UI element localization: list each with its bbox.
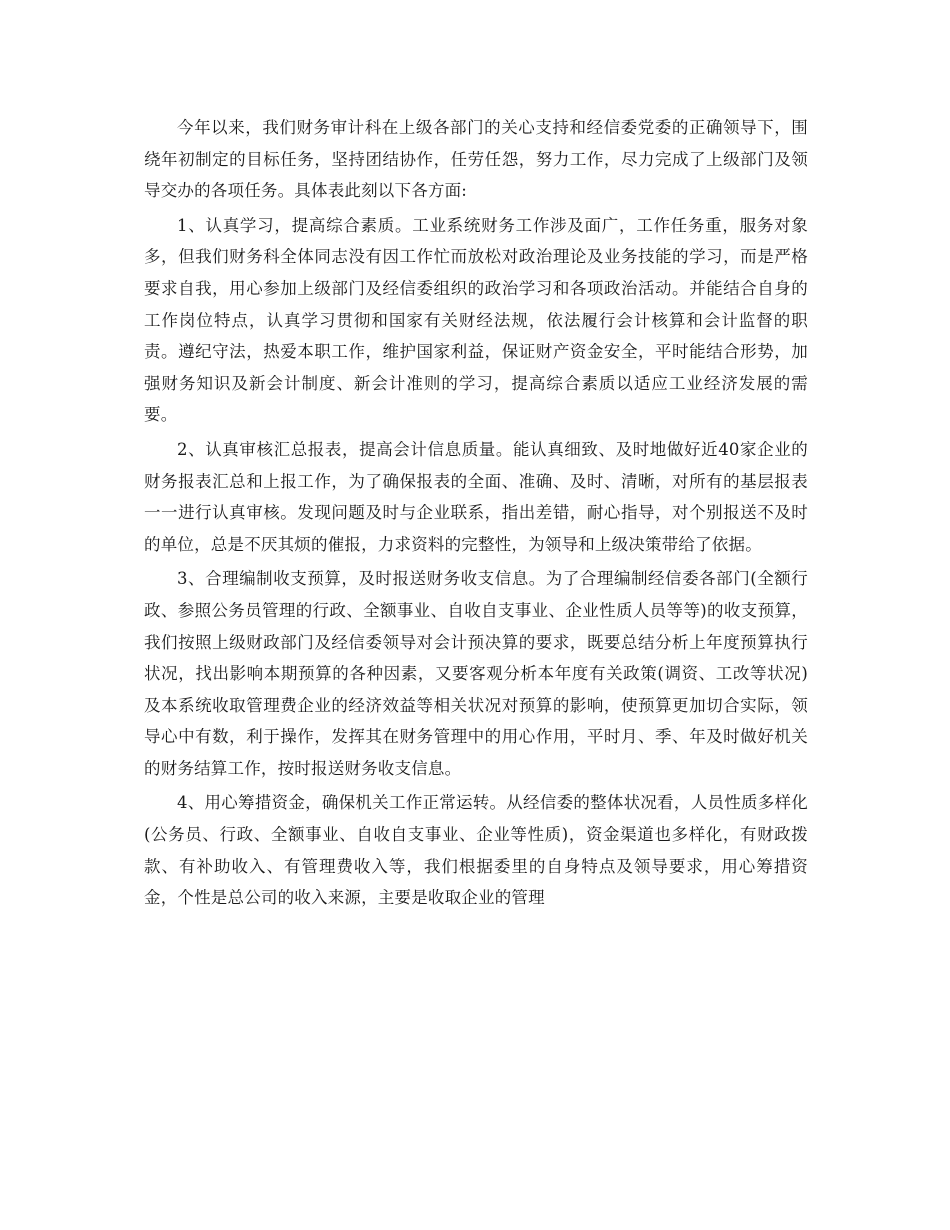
paragraph-item-2: 2、认真审核汇总报表，提高会计信息质量。能认真细致、及时地做好近40家企业的财务报表汇总和上报工作，为了确保报表的全面、准确、及时、清晰，对所有的基层报表一一进行认真审核。发现问题及时与企业联系，指出差错，耐心指导，对个别报送不及时的单位，总是不厌其烦的催报，力求资料的完整性，为领导和上级决策带给了依据。	[144, 439, 808, 554]
paragraph-item-4: 4、用心筹措资金，确保机关工作正常运转。从经信委的整体状况看，人员性质多样化(公务员、行政、全额事业、自收自支事业、企业等性质)，资金渠道也多样化，有财政拨款、有补助收入、有管理费收入等，我们根据委里的自身特点及领导要求，用心筹措资金，个性是总公司的收入来源，主要是收取企业的管理	[144, 793, 808, 908]
paragraph-item-3: 3、合理编制收支预算，及时报送财务收支信息。为了合理编制经信委各部门(全额行政、参照公务员管理的行政、全额事业、自收自支事业、企业性质人员等等)的收支预算，我们按照上级财政部门及经信委领导对会计预决算的要求，既要总结分析上年度预算执行状况，找出影响本期预算的各种因素，又要客观分析本年度有关政策(调资、工改等状况)及本系统收取管理费企业的经济效益等相关状况对预算的影响，使预算更加切合实际，领导心中有数，利于操作，发挥其在财务管理中的用心作用，平时月、季、年及时做好机关的财务结算工作，按时报送财务收支信息。	[144, 569, 808, 778]
paragraph-item-1: 1、认真学习，提高综合素质。工业系统财务工作涉及面广，工作任务重，服务对象多，但我们财务科全体同志没有因工作忙而放松对政治理论及业务技能的学习，而是严格要求自我，用心参加上级部门及经信委组织的政治学习和各项政治活动。并能结合自身的工作岗位特点，认真学习贯彻和国家有关财经法规，依法履行会计核算和会计监督的职责。遵纪守法，热爱本职工作，维护国家利益，保证财产资金安全，平时能结合形势，加强财务知识及新会计制度、新会计准则的学习，提高综合素质以适应工业经济发展的需要。	[144, 215, 808, 425]
document-body	[144, 112, 808, 917]
paragraph-intro: 今年以来，我们财务审计科在上级各部门的关心支持和经信委党委的正确领导下，围绕年初制定的目标任务，坚持团结协作，任劳任怨，努力工作，尽力完成了上级部门及领导交办的各项任务。具体表此刻以下各方面:	[144, 118, 808, 201]
